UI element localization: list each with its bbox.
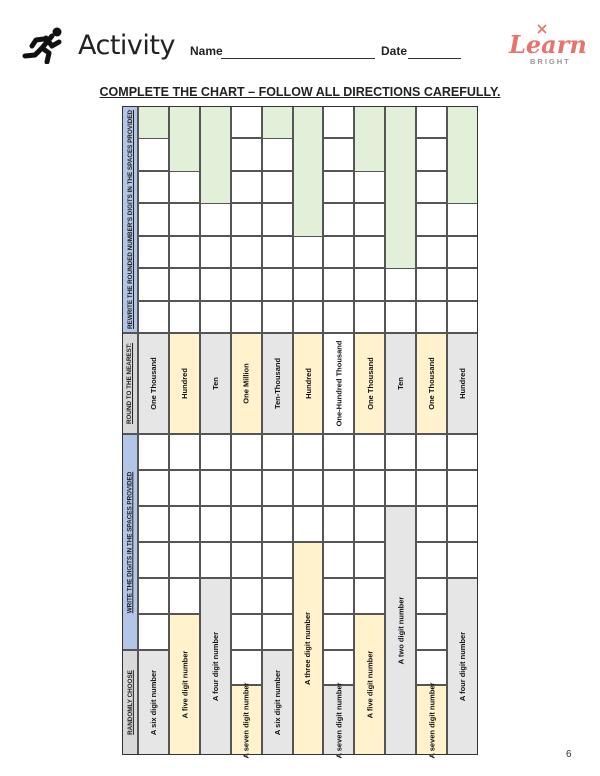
digit-box[interactable] — [323, 650, 354, 685]
digit-box[interactable] — [416, 614, 447, 650]
round-cell — [200, 333, 231, 434]
rewrite-digit-box[interactable] — [262, 138, 293, 170]
digit-box[interactable] — [231, 470, 262, 506]
cell-text: A four digit number — [210, 631, 220, 702]
choose-cell — [416, 682, 447, 758]
choose-cell — [354, 614, 385, 755]
digit-box[interactable] — [354, 506, 385, 542]
digit-box[interactable] — [138, 470, 169, 506]
round-cell — [293, 333, 324, 434]
digit-box[interactable] — [138, 434, 169, 470]
rewrite-digit-box[interactable] — [447, 203, 478, 235]
cell-text: One Thousand — [427, 357, 437, 410]
unused-area — [200, 106, 231, 203]
rewrite-digit-box[interactable] — [138, 171, 169, 203]
digit-box[interactable] — [447, 470, 478, 506]
cell-text: A six digit number — [148, 669, 158, 736]
unused-area — [169, 106, 200, 171]
section-header-text: ROUND TO THE NEAREST: — [126, 342, 134, 425]
rewrite-digit-box[interactable] — [231, 138, 262, 170]
round-cell — [354, 333, 385, 434]
cell-text: Ten-Thousand — [272, 357, 282, 410]
round-cell — [231, 333, 262, 434]
digit-box[interactable] — [293, 434, 324, 470]
rewrite-digit-box[interactable] — [169, 268, 200, 300]
rewrite-digit-box[interactable] — [200, 203, 231, 235]
rewrite-digit-box[interactable] — [323, 203, 354, 235]
rewrite-digit-box[interactable] — [416, 171, 447, 203]
digit-box[interactable] — [416, 578, 447, 614]
rewrite-digit-box[interactable] — [169, 203, 200, 235]
cell-text: Ten — [396, 377, 406, 390]
choose-cell — [262, 650, 293, 755]
rewrite-digit-box[interactable] — [354, 268, 385, 300]
rewrite-digit-box[interactable] — [138, 268, 169, 300]
choose-cell — [169, 614, 200, 755]
digit-box[interactable] — [138, 506, 169, 542]
rewrite-digit-box[interactable] — [416, 268, 447, 300]
rewrite-digit-box[interactable] — [262, 171, 293, 203]
cell-text: Hundred — [179, 368, 189, 399]
digit-box[interactable] — [138, 578, 169, 614]
rewrite-digit-box[interactable] — [323, 138, 354, 170]
digit-box[interactable] — [169, 506, 200, 542]
round-cell — [138, 333, 169, 434]
cell-text: Hundred — [458, 368, 468, 399]
rewrite-digit-box[interactable] — [416, 203, 447, 235]
rewrite-digit-box[interactable] — [231, 203, 262, 235]
rewrite-digit-box[interactable] — [200, 268, 231, 300]
cell-text: A seven digit number — [241, 682, 251, 758]
digit-box[interactable] — [323, 542, 354, 578]
rewrite-digit-box[interactable] — [354, 203, 385, 235]
round-cell — [262, 333, 293, 434]
digit-box[interactable] — [262, 578, 293, 614]
rewrite-digit-box[interactable] — [262, 301, 293, 333]
digit-box[interactable] — [262, 434, 293, 470]
round-cell — [323, 333, 354, 434]
header-choose — [122, 650, 138, 755]
choose-cell — [231, 682, 262, 758]
digit-box[interactable] — [293, 506, 324, 542]
digit-box[interactable] — [200, 506, 231, 542]
date-label: Date — [381, 44, 408, 58]
instruction-heading: COMPLETE THE CHART – FOLLOW ALL DIRECTIONS CAREFULLY. — [99, 85, 501, 99]
unused-area — [447, 106, 478, 203]
rewrite-digit-box[interactable] — [447, 301, 478, 333]
digit-box[interactable] — [138, 542, 169, 578]
section-header-text: RANDOMLY CHOOSE — [126, 670, 134, 735]
digit-box[interactable] — [323, 506, 354, 542]
rewrite-digit-box[interactable] — [293, 236, 324, 268]
cell-text: One Million — [241, 363, 251, 404]
rewrite-digit-box[interactable] — [138, 301, 169, 333]
logo-subtext: BRIGHT — [530, 57, 571, 66]
rewrite-digit-box[interactable] — [447, 268, 478, 300]
cell-text: A seven digit number — [334, 682, 344, 758]
round-cell — [385, 333, 416, 434]
rewrite-digit-box[interactable] — [323, 301, 354, 333]
unused-area — [138, 106, 169, 138]
rewrite-digit-box[interactable] — [354, 301, 385, 333]
rewrite-digit-box[interactable] — [231, 236, 262, 268]
digit-box[interactable] — [293, 470, 324, 506]
digit-box[interactable] — [231, 434, 262, 470]
rewrite-digit-box[interactable] — [231, 301, 262, 333]
rewrite-digit-box[interactable] — [293, 268, 324, 300]
digit-box[interactable] — [323, 434, 354, 470]
digit-box[interactable] — [323, 470, 354, 506]
rewrite-digit-box[interactable] — [416, 138, 447, 170]
rewrite-digit-box[interactable] — [231, 171, 262, 203]
digit-box[interactable] — [262, 614, 293, 650]
rewrite-digit-box[interactable] — [262, 236, 293, 268]
digit-box[interactable] — [200, 434, 231, 470]
digit-box[interactable] — [262, 542, 293, 578]
choose-cell — [293, 542, 324, 755]
rewrite-digit-box[interactable] — [138, 138, 169, 170]
digit-box[interactable] — [231, 578, 262, 614]
header-rewrite — [122, 106, 138, 333]
rewrite-digit-box[interactable] — [354, 171, 385, 203]
digit-box[interactable] — [447, 434, 478, 470]
cell-text: One Thousand — [365, 357, 375, 410]
digit-box[interactable] — [231, 542, 262, 578]
round-cell — [447, 333, 478, 434]
rewrite-digit-box[interactable] — [354, 236, 385, 268]
name-label: Name — [190, 44, 223, 58]
rewrite-digit-box[interactable] — [323, 268, 354, 300]
digit-box[interactable] — [416, 434, 447, 470]
rewrite-digit-box[interactable] — [200, 236, 231, 268]
digit-box[interactable] — [262, 470, 293, 506]
digit-box[interactable] — [385, 470, 416, 506]
cell-text: One-Hundred Thousand — [334, 340, 344, 427]
rewrite-digit-box[interactable] — [231, 268, 262, 300]
rewrite-digit-box[interactable] — [262, 268, 293, 300]
activity-title: Activity — [78, 30, 175, 61]
cell-text: A seven digit number — [427, 682, 437, 758]
digit-box[interactable] — [416, 542, 447, 578]
cell-text: Ten — [210, 377, 220, 390]
header-write — [122, 434, 138, 650]
rewrite-digit-box[interactable] — [231, 106, 262, 138]
cell-text: A three digit number — [303, 611, 313, 686]
digit-box[interactable] — [323, 578, 354, 614]
digit-box[interactable] — [354, 434, 385, 470]
cell-text: A four digit number — [458, 631, 468, 702]
digit-box[interactable] — [169, 542, 200, 578]
rewrite-digit-box[interactable] — [323, 106, 354, 138]
rewrite-digit-box[interactable] — [447, 236, 478, 268]
unused-area — [262, 106, 293, 138]
digit-box[interactable] — [447, 506, 478, 542]
digit-box[interactable] — [231, 650, 262, 685]
unused-area — [293, 106, 324, 236]
rewrite-digit-box[interactable] — [262, 203, 293, 235]
digit-box[interactable] — [416, 650, 447, 685]
rewrite-digit-box[interactable] — [323, 171, 354, 203]
rewrite-digit-box[interactable] — [138, 236, 169, 268]
rewrite-digit-box[interactable] — [385, 268, 416, 300]
cell-text: One Thousand — [148, 357, 158, 410]
cell-text: Hundred — [303, 368, 313, 399]
round-cell — [169, 333, 200, 434]
digit-box[interactable] — [385, 434, 416, 470]
digit-box[interactable] — [447, 542, 478, 578]
cell-text: A two digit number — [396, 596, 406, 665]
rewrite-digit-box[interactable] — [416, 106, 447, 138]
cell-text: A five digit number — [179, 650, 189, 719]
cell-text: A six digit number — [272, 669, 282, 736]
rewrite-digit-box[interactable] — [323, 236, 354, 268]
digit-box[interactable] — [354, 578, 385, 614]
section-header-text: REWRITE THE ROUNDED NUMBER'S DIGITS IN THE SPACES PROVIDED — [126, 110, 134, 329]
rewrite-digit-box[interactable] — [169, 236, 200, 268]
choose-cell — [138, 650, 169, 755]
section-header-text: WRITE THE DIGITS IN THE SPACES PROVIDED — [126, 471, 134, 613]
digit-box[interactable] — [138, 614, 169, 650]
digit-box[interactable] — [200, 470, 231, 506]
digit-box[interactable] — [323, 614, 354, 650]
rewrite-digit-box[interactable] — [169, 171, 200, 203]
rewrite-digit-box[interactable] — [200, 301, 231, 333]
digit-box[interactable] — [416, 506, 447, 542]
digit-box[interactable] — [231, 614, 262, 650]
digit-box[interactable] — [231, 506, 262, 542]
choose-cell — [200, 578, 231, 755]
round-cell — [416, 333, 447, 434]
rewrite-digit-box[interactable] — [416, 236, 447, 268]
choose-cell — [447, 578, 478, 755]
rewrite-digit-box[interactable] — [169, 301, 200, 333]
header-round — [122, 333, 138, 434]
unused-area — [385, 106, 416, 268]
digit-box[interactable] — [169, 434, 200, 470]
choose-cell — [385, 506, 416, 755]
rewrite-digit-box[interactable] — [416, 301, 447, 333]
rewrite-digit-box[interactable] — [385, 301, 416, 333]
digit-box[interactable] — [169, 470, 200, 506]
choose-cell — [323, 682, 354, 758]
page-number: 6 — [566, 749, 572, 760]
digit-box[interactable] — [416, 470, 447, 506]
rewrite-digit-box[interactable] — [138, 203, 169, 235]
logo-text: Learn — [509, 30, 587, 59]
digit-box[interactable] — [169, 578, 200, 614]
digit-box[interactable] — [262, 506, 293, 542]
rewrite-digit-box[interactable] — [293, 301, 324, 333]
unused-area — [354, 106, 385, 171]
digit-box[interactable] — [354, 542, 385, 578]
cell-text: A five digit number — [365, 650, 375, 719]
digit-box[interactable] — [354, 470, 385, 506]
digit-box[interactable] — [200, 542, 231, 578]
